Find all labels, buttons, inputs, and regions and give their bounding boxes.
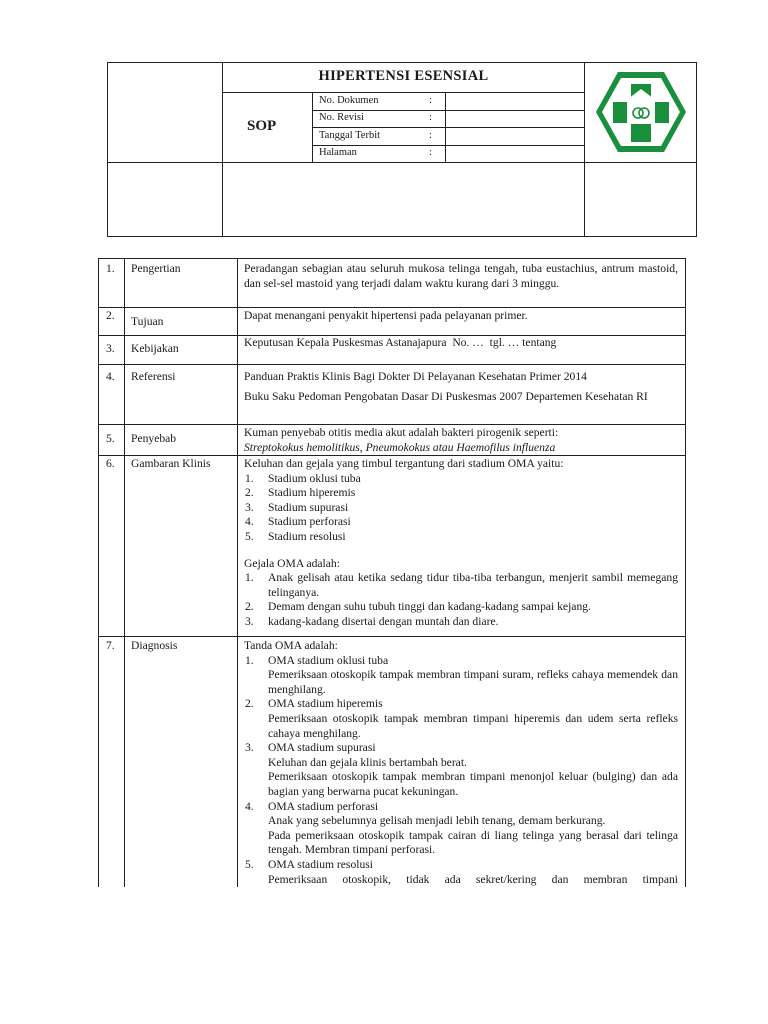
header-border-bottom — [107, 236, 697, 237]
row-number: 2. — [106, 309, 115, 322]
row-text-pengertian: Peradangan sebagian atau seluruh mukosa telinga tengah, tuba eustachius, antrum mastoid, dan sel-sel mastoid yang terjadi dalam waktu kurang dari 3 minggu. — [244, 262, 678, 290]
list-item: 5. OMA stadium resolusi Pemeriksaan otoskopik, tidak ada sekret/kering dan membran timpani — [245, 857, 678, 886]
meta-row-line-1 — [312, 110, 585, 111]
meta-label-no-dokumen: No. Dokumen — [319, 95, 379, 106]
row-text-penyebab — [244, 426, 678, 455]
header-divider-right — [584, 62, 585, 237]
meta-row-line-3 — [312, 145, 585, 146]
col-divider-number — [124, 258, 125, 887]
list-item: 1. Anak gelisah atau ketika sedang tidur tiba-tiba terbangun, menjerit sambil memegang telinganya. — [245, 571, 678, 599]
header-border-right — [696, 62, 697, 237]
header-border-left — [107, 62, 108, 237]
row-text-tujuan: Dapat menangani penyakit hipertensi pada pelayanan primer. — [244, 309, 528, 322]
meta-sep: : — [429, 130, 432, 141]
title-divider — [222, 92, 585, 93]
row-number: 6. — [106, 457, 115, 470]
list-item: 1. Stadium oklusi tuba — [245, 471, 361, 485]
meta-sep: : — [429, 95, 432, 106]
gejala-list — [244, 571, 678, 629]
penyebab-text: Kuman penyebab otitis media akut adalah bakteri pirogenik seperti: — [244, 426, 559, 439]
table-border-left — [98, 258, 99, 887]
row-number: 3. — [106, 342, 115, 355]
gejala-title: Gejala OMA adalah: — [244, 556, 340, 570]
table-border-right — [685, 258, 686, 887]
list-item: 3. kadang-kadang disertai dengan muntah dan diare. — [245, 614, 499, 628]
col-divider-label — [237, 258, 238, 887]
list-item: 2. Stadium hiperemis — [245, 486, 356, 500]
penyebab-bacteria: Streptokokus hemolitikus, Pneumokokus atau Haemofilus influenza — [244, 440, 556, 454]
meta-sep: : — [429, 112, 432, 123]
list-item: 5. Stadium resolusi — [245, 529, 346, 543]
meta-label-halaman: Halaman — [319, 147, 357, 158]
row-divider — [98, 364, 686, 365]
row-content-diagnosis — [244, 639, 678, 887]
row-divider — [98, 636, 686, 637]
stage-list — [244, 472, 678, 545]
row-divider — [98, 424, 686, 425]
row-number: 5. — [106, 432, 115, 445]
row-label-referensi: Referensi — [131, 370, 176, 383]
table-border-top — [98, 258, 686, 259]
row-number: 7. — [106, 639, 115, 652]
header-border-top — [107, 62, 697, 63]
list-item: 3. OMA stadium supurasi Keluhan dan gejala klinis bertambah berat. Pemeriksaan otoskopik tampak membran timpani menonjol keluar (bulging) dan ada bagian yang berwarna pucat kekuningan. — [245, 741, 678, 798]
meta-label-tanggal-terbit: Tanggal Terbit — [319, 130, 381, 141]
list-item: 2. Demam dengan suhu tubuh tinggi dan kadang-kadang sampai kejang. — [245, 600, 591, 614]
row-label-penyebab: Penyebab — [131, 432, 177, 445]
row-text-referensi-2: Buku Saku Pedoman Pengobatan Dasar Di Puskesmas 2007 Departemen Kesehatan RI — [244, 390, 648, 403]
puskesmas-logo-icon — [594, 70, 688, 154]
row-label-gambaran-klinis: Gambaran Klinis — [131, 457, 211, 470]
row-label-pengertian: Pengertian — [131, 262, 181, 275]
row-label-kebijakan: Kebijakan — [131, 342, 179, 355]
meta-label-no-revisi: No. Revisi — [319, 112, 364, 123]
gambaran-intro: Keluhan dan gejala yang timbul tergantung dari stadium OMA yaitu: — [244, 457, 564, 470]
meta-sep: : — [429, 147, 432, 158]
diagnosis-list — [244, 654, 678, 887]
row-number: 1. — [106, 262, 115, 275]
header-divider-left — [222, 62, 223, 237]
row-label-tujuan: Tujuan — [131, 315, 164, 328]
row-number: 4. — [106, 370, 115, 383]
row-label-diagnosis: Diagnosis — [131, 639, 178, 652]
list-item: 3. Stadium supurasi — [245, 500, 349, 514]
row-text-kebijakan: Keputusan Kepala Puskesmas Astanajapura No. … tgl. … tentang — [244, 336, 557, 349]
sop-label: SOP — [247, 118, 277, 134]
diagnosis-intro: Tanda OMA adalah: — [244, 639, 338, 652]
row-content-gambaran-klinis — [244, 457, 678, 630]
list-item: 4. Stadium perforasi — [245, 515, 351, 529]
document-title: HIPERTENSI ESENSIAL — [318, 68, 489, 84]
list-item: 2. OMA stadium hiperemis Pemeriksaan otoskopik tampak membran timpani hiperemis dan udem serta refleks cahaya menghilang. — [245, 697, 678, 740]
row-text-referensi-1: Panduan Praktis Klinis Bagi Dokter Di Pelayanan Kesehatan Primer 2014 — [244, 370, 587, 383]
row-divider — [98, 307, 686, 308]
meta-row-line-2 — [312, 127, 585, 128]
list-item: 4. OMA stadium perforasi Anak yang sebelumnya gelisah menjadi lebih tenang, demam berkurang. Pada pemeriksaan otoskopik tampak cairan di liang telinga yang berasal dari telinga tengah. Membran timpani perforasi. — [245, 799, 678, 857]
header-mid-divider — [107, 162, 697, 163]
list-item: 1. OMA stadium oklusi tuba Pemeriksaan otoskopik tampak membran timpani suram, refleks cahaya memendek dan menghilang. — [245, 653, 678, 696]
